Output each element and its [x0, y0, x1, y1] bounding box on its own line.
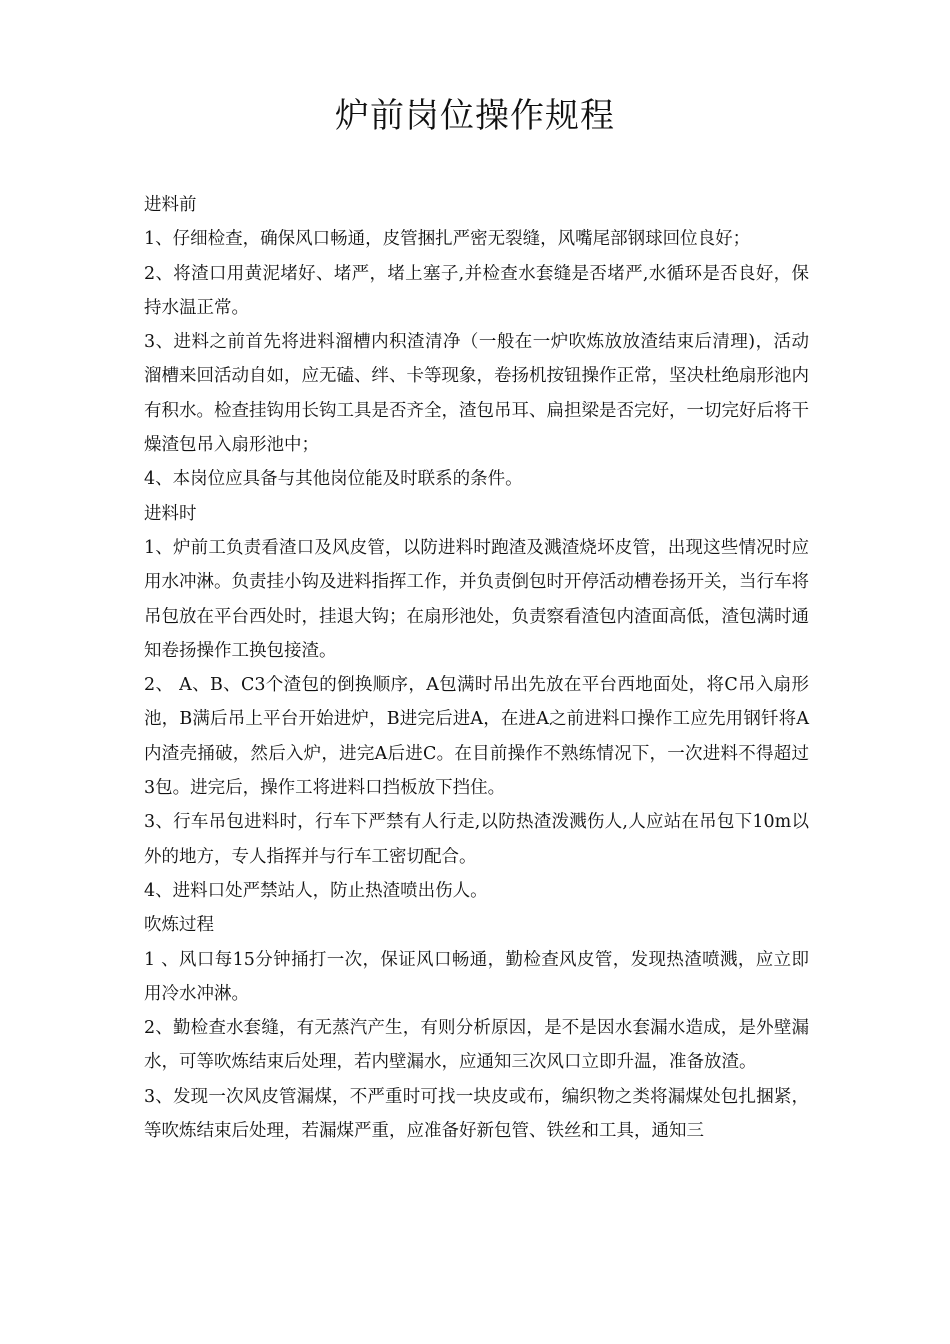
paragraph: 1、炉前工负责看渣口及风皮管，以防进料时跑渣及溅渣烧坏皮管，出现这些情况时应用水冲淋。负责挂小钩及进料指挥工作，并负责倒包时开停活动槽卷扬开关，当行车将吊包放在平台西处时，挂退大钩；在扇形池处，负责察看渣包内渣面高低，渣包满时通知卷扬操作工换包接渣。	[144, 537, 809, 661]
document-title: 炉前岗位操作规程	[335, 96, 615, 136]
paragraph: 1 、风口每15分钟捅打一次，保证风口畅通，勤检查风皮管，发现热渣喷溅，应立即用冷水冲淋。	[144, 949, 809, 1004]
paragraph: 1、仔细检查，确保风口畅通，皮管捆扎严密无裂缝，风嘴尾部钢球回位良好；	[144, 229, 751, 250]
paragraph: 4、进料口处严禁站人，防止热渣喷出伤人。	[144, 880, 488, 901]
paragraph: 2、 A、B、C3个渣包的倒换顺序，A包满时吊出先放在平台西地面处，将C吊入扇形池，B满后吊上平台开始进炉，B进完后进A，在进A之前进料口操作工应先用钢钎将A内渣壳捅破，然后入炉，进完A后进C。在目前操作不熟练情况下，一次进料不得超过3包。进完后，操作工将进料口挡板放下挡住。	[144, 675, 809, 799]
paragraph: 2、勤检查水套缝，有无蒸汽产生，有则分析原因，是不是因水套漏水造成，是外壁漏水，可等吹炼结束后处理，若内壁漏水，应通知三次风口立即升温，准备放渣。	[144, 1018, 809, 1073]
section-heading: 进料前	[144, 195, 197, 215]
paragraph: 3、发现一次风皮管漏煤，不严重时可找一块皮或布，编织物之类将漏煤处包扎捆紧，等吹炼结束后处理，若漏煤严重，应准备好新包管、铁丝和工具，通知三	[144, 1086, 809, 1142]
paragraph: 2、将渣口用黄泥堵好、堵严，堵上塞子,并检查水套缝是否堵严,水循环是否良好，保持水温正常。	[144, 263, 809, 318]
section-heading: 进料时	[144, 503, 197, 524]
paragraph: 3、进料之前首先将进料溜槽内积渣清净（一般在一炉吹炼放放渣结束后清理)，活动溜槽来回活动自如，应无磕、绊、卡等现象，卷扬机按钮操作正常，坚决杜绝扇形池内有积水。检查挂钩用长钩工具是否齐全，渣包吊耳、扁担梁是否完好，一切完好后将干燥渣包吊入扇形池中；	[144, 332, 809, 456]
section-heading: 吹炼过程	[144, 915, 214, 936]
paragraph: 3、行车吊包进料时，行车下严禁有人行走,以防热渣泼溅伤人,人应站在吊包下10m以外的地方，专人指挥并与行车工密切配合。	[144, 812, 809, 867]
document-body	[144, 188, 809, 1148]
paragraph: 4、本岗位应具备与其他岗位能及时联系的条件。	[144, 469, 523, 490]
